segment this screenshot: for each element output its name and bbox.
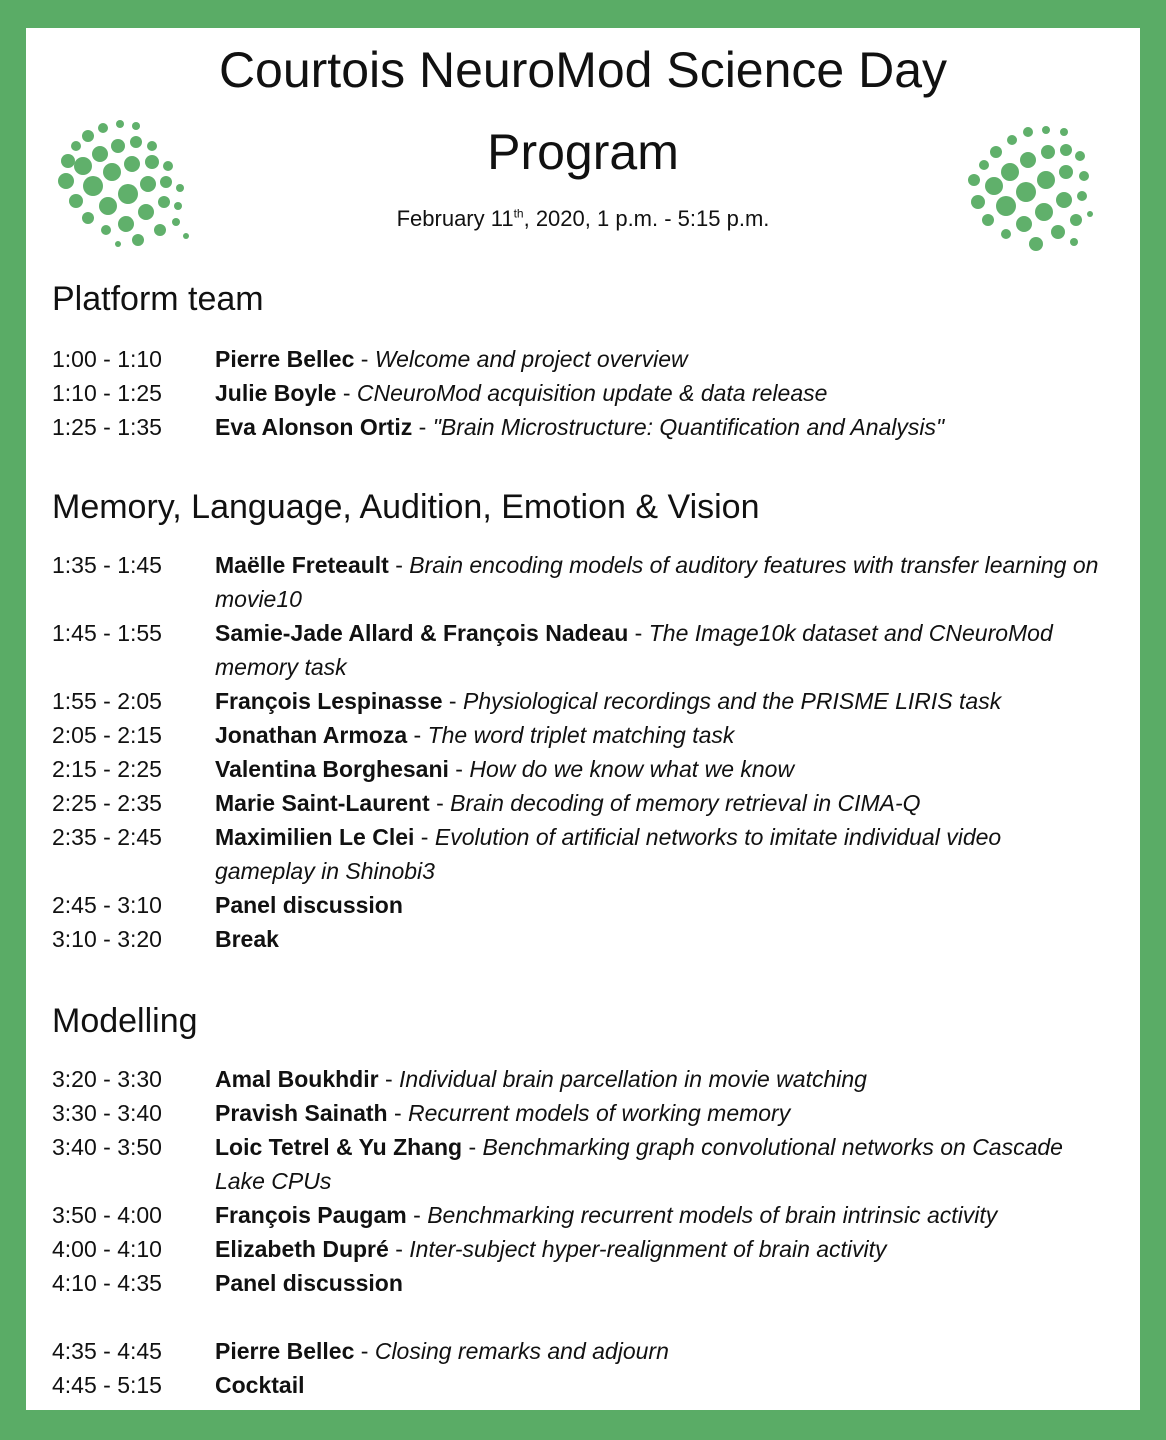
schedule-entry xyxy=(215,752,1105,786)
separator: - xyxy=(406,1202,428,1228)
schedule-entry xyxy=(215,820,1105,888)
speaker-name: François Lespinasse xyxy=(215,688,443,714)
speaker-name: Amal Boukhdir xyxy=(215,1066,379,1092)
schedule-entry xyxy=(215,1266,1105,1300)
talk-title: The word triplet matching task xyxy=(427,722,735,748)
separator: - xyxy=(448,756,470,782)
separator: - xyxy=(387,1100,409,1126)
schedule-entry xyxy=(215,718,1105,752)
talk-title: Inter-subject hyper-realignment of brain activity xyxy=(409,1236,887,1262)
schedule-entry xyxy=(215,548,1105,616)
schedule-entry xyxy=(215,1062,1105,1096)
schedule-entry xyxy=(215,786,1105,820)
talk-title: Brain encoding models of auditory features with transfer learning on movie10 xyxy=(215,552,1099,612)
page-subtitle: Program xyxy=(487,124,679,180)
talk-title: "Brain Microstructure: Quantification and Analysis" xyxy=(432,414,945,440)
schedule-entry xyxy=(215,342,1105,376)
time-slot: 4:45 - 5:15 xyxy=(52,1372,162,1398)
separator: - xyxy=(442,688,463,714)
speaker-name: Jonathan Armoza xyxy=(215,722,408,748)
talk-title: Benchmarking recurrent models of brain intrinsic activity xyxy=(427,1202,998,1228)
separator: - xyxy=(407,722,428,748)
separator: - xyxy=(628,620,649,646)
separator: - xyxy=(378,1066,400,1092)
talk-title: How do we know what we know xyxy=(469,756,795,782)
talk-title: Welcome and project overview xyxy=(374,346,688,372)
section-title-memory-language: Memory, Language, Audition, Emotion & Vision xyxy=(52,488,760,526)
time-slot: 1:25 - 1:35 xyxy=(52,414,162,440)
separator: - xyxy=(462,1134,483,1160)
event-date-rest: , 2020, 1 p.m. - 5:15 p.m. xyxy=(523,206,770,231)
separator: - xyxy=(412,414,433,440)
speaker-name: Panel discussion xyxy=(215,1270,403,1296)
time-slot: 1:00 - 1:10 xyxy=(52,346,162,372)
speaker-name: Cocktail xyxy=(215,1372,305,1398)
speaker-name: Break xyxy=(215,926,279,952)
schedule-entry xyxy=(215,1334,1105,1368)
schedule-entry xyxy=(215,1096,1105,1130)
time-slot: 3:50 - 4:00 xyxy=(52,1202,162,1228)
speaker-name: Julie Boyle xyxy=(215,380,337,406)
separator: - xyxy=(354,1338,375,1364)
speaker-name: Loic Tetrel & Yu Zhang xyxy=(215,1134,463,1160)
speaker-name: Pravish Sainath xyxy=(215,1100,388,1126)
schedule-entry xyxy=(215,410,1105,444)
schedule-entry xyxy=(215,1232,1105,1266)
time-slot: 2:15 - 2:25 xyxy=(52,756,162,782)
talk-title: Recurrent models of working memory xyxy=(408,1100,791,1126)
time-slot: 4:10 - 4:35 xyxy=(52,1270,162,1296)
schedule-entry xyxy=(215,1198,1105,1232)
time-slot: 3:40 - 3:50 xyxy=(52,1134,162,1160)
separator: - xyxy=(388,1236,410,1262)
speaker-name: Marie Saint-Laurent xyxy=(215,790,430,816)
talk-title: Benchmarking graph convolutional networks on Cascade Lake CPUs xyxy=(215,1134,1063,1194)
time-slot: 4:00 - 4:10 xyxy=(52,1236,162,1262)
speaker-name: Pierre Bellec xyxy=(215,1338,355,1364)
schedule-entry xyxy=(215,376,1105,410)
separator: - xyxy=(336,380,357,406)
schedule-entry xyxy=(215,922,1105,956)
time-slot: 1:55 - 2:05 xyxy=(52,688,162,714)
speaker-name: Samie-Jade Allard & François Nadeau xyxy=(215,620,629,646)
time-slot: 2:25 - 2:35 xyxy=(52,790,162,816)
time-slot: 2:05 - 2:15 xyxy=(52,722,162,748)
separator: - xyxy=(354,346,375,372)
separator: - xyxy=(388,552,410,578)
speaker-name: Eva Alonson Ortiz xyxy=(215,414,413,440)
section-title-platform-team: Platform team xyxy=(52,280,264,318)
speaker-name: Pierre Bellec xyxy=(215,346,355,372)
speaker-name: Panel discussion xyxy=(215,892,403,918)
talk-title: Physiological recordings and the PRISME LIRIS task xyxy=(463,688,1002,714)
talk-title: CNeuroMod acquisition update & data release xyxy=(356,380,828,406)
time-slot: 2:45 - 3:10 xyxy=(52,892,162,918)
speaker-name: Maëlle Freteault xyxy=(215,552,389,578)
event-date-suffix: th xyxy=(513,206,524,221)
talk-title: Brain decoding of memory retrieval in CIMA-Q xyxy=(450,790,921,816)
speaker-name: Elizabeth Dupré xyxy=(215,1236,389,1262)
separator: - xyxy=(429,790,451,816)
time-slot: 3:10 - 3:20 xyxy=(52,926,162,952)
speaker-name: Maximilien Le Clei xyxy=(215,824,415,850)
program-page xyxy=(26,28,1140,1410)
talk-title: The Image10k dataset and CNeuroMod memory task xyxy=(215,620,1053,680)
separator: - xyxy=(414,824,435,850)
time-slot: 1:10 - 1:25 xyxy=(52,380,162,406)
speaker-name: Valentina Borghesani xyxy=(215,756,449,782)
speaker-name: François Paugam xyxy=(215,1202,407,1228)
event-date-day: February 11 xyxy=(396,206,514,231)
talk-title: Closing remarks and adjourn xyxy=(374,1338,669,1364)
schedule-entry xyxy=(215,1130,1105,1198)
event-date xyxy=(26,206,1140,232)
time-slot: 3:30 - 3:40 xyxy=(52,1100,162,1126)
time-slot: 4:35 - 4:45 xyxy=(52,1338,162,1364)
time-slot: 1:35 - 1:45 xyxy=(52,552,162,578)
talk-title: Individual brain parcellation in movie watching xyxy=(399,1066,867,1092)
page-title: Courtois NeuroMod Science Day xyxy=(218,42,948,98)
time-slot: 2:35 - 2:45 xyxy=(52,824,162,850)
talk-title: Evolution of artificial networks to imitate individual video gameplay in Shinobi3 xyxy=(215,824,1002,884)
section-title-modelling: Modelling xyxy=(52,1002,198,1040)
schedule-entry xyxy=(215,1368,1105,1402)
schedule-entry xyxy=(215,684,1105,718)
schedule-entry xyxy=(215,616,1105,684)
time-slot: 1:45 - 1:55 xyxy=(52,620,162,646)
schedule-entry xyxy=(215,888,1105,922)
time-slot: 3:20 - 3:30 xyxy=(52,1066,162,1092)
